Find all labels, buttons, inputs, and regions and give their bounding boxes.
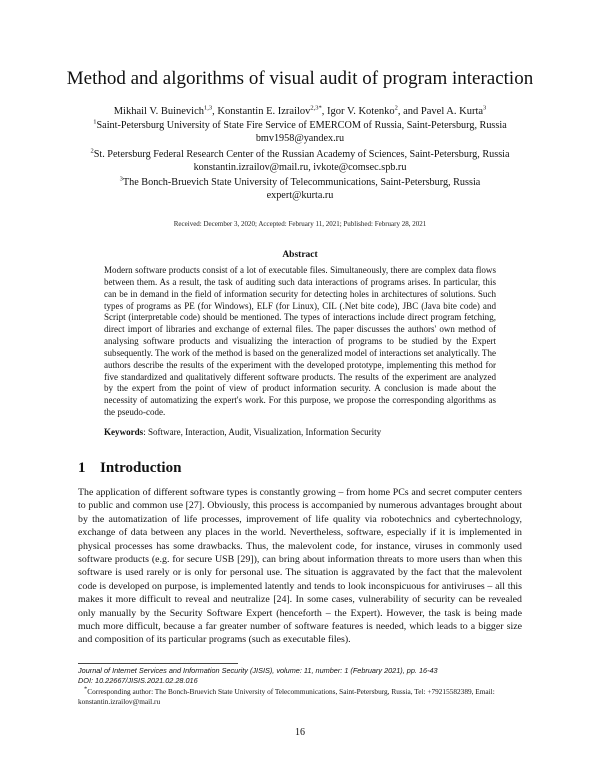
page-number: 16 [295,727,305,738]
affiliation-email: expert@kurta.ru [266,190,334,202]
corresponding-author-note [78,687,522,708]
footnote-rule [78,663,238,664]
author-list [60,105,540,118]
affiliation-2 [60,148,540,175]
section-number: 1 [78,460,86,476]
section-heading [78,460,181,477]
affiliation-name: Saint-Petersburg University of State Fire Service of EMERCOM of Russia, Saint-Petersburg, Russia [96,120,507,131]
affiliation-3 [60,176,540,203]
affiliation-mark: 2 [90,147,94,155]
corresponding-author-text: Corresponding author: The Bonch-Bruevich State University of Telecommunications, Saint-Petersburg, Russia, Tel: +79215582389, Email: konstantin.izrailov@mail.ru [78,686,495,706]
section-title: Introduction [100,460,182,476]
keywords [104,427,496,437]
doi: DOI: 10.22667/JISIS.2021.02.28.016 [78,676,198,686]
author-separator: , and [397,106,421,117]
affiliation-email: bmv1958@yandex.ru [255,133,345,145]
affiliation-name: The Bonch-Bruevich State University of Telecommunications, Saint-Petersburg, Russia [122,177,481,188]
journal-citation: Journal of Internet Services and Information Security (JISIS), volume: 11, number: 1 (February 2021), pp. 16-43 [78,666,438,675]
author-affiliation-mark: 2,3* [310,104,322,112]
abstract-body [104,265,496,419]
author-affiliation-mark: 3 [483,104,487,112]
author-name: Pavel A. Kurta [420,106,484,117]
author-separator: , [212,106,218,117]
abstract-heading: Abstract [282,250,318,260]
author-name: Konstantin E. Izrailov [217,106,311,117]
keywords-list: : Software, Interaction, Audit, Visualization, Information Security [143,427,382,437]
affiliation-mark: 1 [93,118,97,126]
footnote-mark: * [84,685,88,693]
introduction-body [78,486,522,647]
footnotes [78,666,522,707]
affiliation-email: konstantin.izrailov@mail.ru, ivkote@comsec.spb.ru [193,162,407,174]
introduction-paragraph: The application of different software types is constantly growing – from home PCs and secret computer centers to public and common use [27]. Obviously, this process is accompanied by numerous advantages brought about by the automatization of life processes, improvement of life quality via robotechnics and cybertechnology, exchange of data between any places in the world. Nevertheless, software, especially if it is implemented in physical processes has some drawbacks. Thus, the malevolent code, for instance, viruses in commonly used software products (e.g. for secure USB [29]), can bring about information threats to more users than when this software is used rarely or is only for personal use. The situation is aggravated by the fact that the malevolent code is developed on purpose, is implemented latently and tends to look inconspicuous for antiviruses – all this makes it more difficult to reveal and neutralize [24]. In some cases, vulnerability of security can be revealed only manually by the Security Software Expert (henceforth – the Expert). However, the task is being made much more difficult, because a far greater number of software features is needed, which leads to a bigger size and composition of its particular programs (such as executable files). [78,487,522,646]
author-affiliation-mark: 1,3 [204,104,213,112]
abstract-text: Modern software products consist of a lot of executable files. Simultaneously, there are complex data flows between them. As a result, the task of auditing such data interactions of programs arises. In particular, this can be in demand in the field of information security for detecting holes in architectures of solutions. Such types of programs as PE (for Windows), ELF (for Linux), CIL (.Net bite code), JBC (Java bite code) and Script (interpretable code) should be mentioned. The types of interactions include direct program fetching, direct import of libraries and exchange of external files. The paper discusses the authors' own method of analysing software products and visualizing the interaction of programs to be studied by the Expert subsequently. The work of the method is based on the generalized model of interactions set analytically. The authors describe the results of the experiment with the developed prototype, implementing this method for five standardized and qualitatively different software products. The results of the experiment are analyzed by the expert from the point of view of product information security. A conclusion is made about the necessity of automatizing the expert's work. For this purpose, we propose the corresponding algorithms as the pseudo-code. [104,265,496,418]
author-affiliation-mark: 2 [394,104,398,112]
author-name: Mikhail V. Buinevich [113,106,205,117]
publication-dates: Received: December 3, 2020; Accepted: February 11, 2021; Published: February 28, 2021 [173,220,427,228]
paper-title: Method and algorithms of visual audit of program interaction [66,68,534,89]
affiliation-1 [60,119,540,146]
affiliation-name: St. Petersburg Federal Research Center of the Russian Academy of Sciences, Saint-Petersburg, Russia [93,149,510,160]
affiliation-mark: 3 [119,175,123,183]
author-separator: , [321,106,328,117]
keywords-label: Keywords [104,427,144,437]
author-name: Igor V. Kotenko [327,106,395,117]
